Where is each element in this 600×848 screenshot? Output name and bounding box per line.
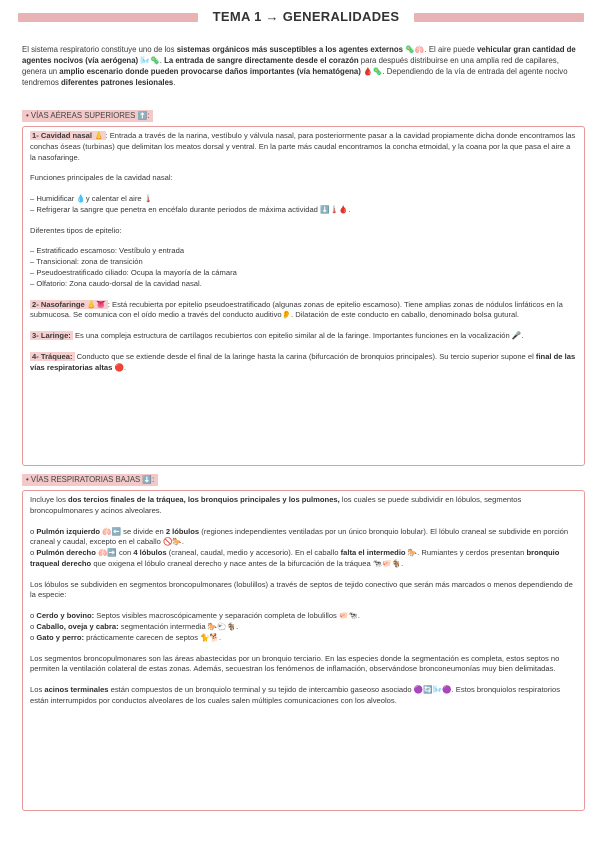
nasopharynx-heading: 2- Nasofaringe 👃👅 [32, 299, 106, 309]
section-label-upper: • VÍAS AÉREAS SUPERIORES ⬆️: [22, 110, 153, 122]
functions-heading: Funciones principales de la cavidad nasal: [30, 173, 173, 183]
lobules-paragraph: Los lóbulos se subdividen en segmentos broncopulmonares (lobulillos) a través de septos de tejido conectivo que serán más marcados o menos dependiendo de la especie: [30, 579, 573, 600]
upper-airways-box [22, 126, 585, 466]
nasal-cavity-paragraph: 1- Cavidad nasal 👃 : Entrada a través de la narina, vestíbulo y válvula nasal, para posteriormente pasar a la cavidad propiamente dicha donde encontramos las conchas óseas (turbinas) que delimitan los meatos dorsal y ventral. En la parte más caudal encontramos la concha etmoidal, y la coana por la que pasa el aire a la nasofaringe. [30, 131, 576, 162]
left-lung-paragraph: o Pulmón izquierdo 🫁⬅️ se divide en 2 lóbulos (regiones independientes ventiladas por un único bronquio lobular). El lóbulo craneal se subdivide en porción craneal y caudal, excepto en el caballo 🚫🐎. [30, 526, 569, 547]
nasopharynx-paragraph: 2- Nasofaringe 👃👅 : Está recubierta por epitelio pseudoestratificado (algunas zonas de epitelio escamoso). Tiene amplias zonas de nódulos linfáticos en la submucosa. Se comunica con el oído medio a través del conducto auditivo👂. Dilatación de este conducto en caballo, denominado bolsa gutural. [30, 299, 563, 320]
epithelium-item: – Transicional: zona de transición [30, 257, 143, 267]
larynx-heading: 3- Laringe: [32, 331, 71, 341]
epithelium-item: – Pseudoestratificado ciliado: Ocupa la mayoría de la cámara [30, 268, 237, 278]
acini-paragraph: Los acinos terminales están compuestos de un bronquiolo terminal y su tejido de intercambio gaseoso asociado 🟣🔄🌬️🟣. Estos bronquiolos respiratorios están interrumpidos por conductos alveolares de los cuales salen múltiples comunicaciones con los alveolos. [30, 685, 561, 705]
page-header [0, 8, 600, 26]
species-item: o Cerdo y bovino: Septos visibles macroscópicamente y separación completa de lobulillos 🐖🐄. [30, 611, 360, 621]
section-label-lower: • VÍAS RESPIRATORIAS BAJAS ⬇️: [22, 474, 158, 486]
lower-intro-paragraph: Incluye los dos tercios finales de la tráquea, los bronquios principales y los pulmones, los cuales se puede subdividir en lóbulos, segmentos broncopulmonares y acinos alveolares. [30, 495, 522, 515]
species-item: o Gato y perro: prácticamente carecen de septos 🐈🐕. [30, 632, 222, 642]
page-title: TEMA 1 → GENERALIDADES [212, 9, 400, 24]
segments-paragraph: Los segmentos broncopulmonares son las áreas abastecidas por un bronquio terciario. En las especies donde la segmentación es completa, estos septos no permiten la ventilación colateral de estas zonas. Además, secuestran los fenómenos de inflamación, observándose bronconeumonías muy bien delimitadas. [30, 653, 560, 674]
header-bar-right [414, 13, 584, 22]
epithelium-heading: Diferentes tipos de epitelio: [30, 225, 122, 235]
trachea-paragraph: 4- Tráquea: Conducto que se extiende desde el final de la laringe hasta la carina (bifurcación de bronquios principales). Su tercio superior supone el final de las vías respiratorias altas 🔴. [30, 351, 576, 372]
species-item: o Caballo, oveja y cabra: segmentación intermedia 🐎🐑🐐. [30, 622, 239, 632]
larynx-paragraph: 3- Laringe: Es una compleja estructura de cartílagos recubiertos con epitelio similar al de la faringe. Importantes funciones en la vocalización 🎤. [32, 331, 524, 341]
right-lung-paragraph: o Pulmón derecho 🫁➡️ con 4 lóbulos (craneal, caudal, medio y accesorio). En el caballo falta el intermedio 🐎. Rumiantes y cerdos presentan bronquio traqueal derecho que oxigena el lóbulo craneal derecho y nace antes de la bifurcación de la tráquea 🐄🐖🐐. [30, 548, 560, 568]
trachea-heading: 4- Tráquea: [32, 351, 73, 361]
epithelium-item: – Estratificado escamoso: Vestíbulo y entrada [30, 246, 185, 256]
function-item: – Refrigerar la sangre que penetra en encéfalo durante periodos de máxima actividad ⬇️🌡️🩸. [30, 204, 351, 214]
nasal-cavity-heading: 1- Cavidad nasal 👃 [32, 131, 104, 140]
lower-airways-box [22, 490, 585, 811]
epithelium-item: – Olfatorio: Zona caudo-dorsal de la cavidad nasal. [30, 278, 202, 288]
intro-paragraph: El sistema respiratorio constituye uno de los sistemas orgánicos más susceptibles a los agentes externos 🦠🫁. El aire puede vehicular gran cantidad de agentes nocivos (vía aerógena) 🌬️🦠. La entrada de sangre directamente desde el corazón para después distribuirse en una amplia red de capilares, genera un amplio escenario donde pueden provocarse daños importantes (vía hematógena) 🩸🦠. Dependiendo de la vía de entrada del agente nocivo tendremos diferentes patrones lesionales. [22, 45, 576, 88]
header-bar-left [18, 13, 198, 22]
function-item: – Humidificar 💧y calentar el aire 🌡️ [30, 194, 154, 204]
